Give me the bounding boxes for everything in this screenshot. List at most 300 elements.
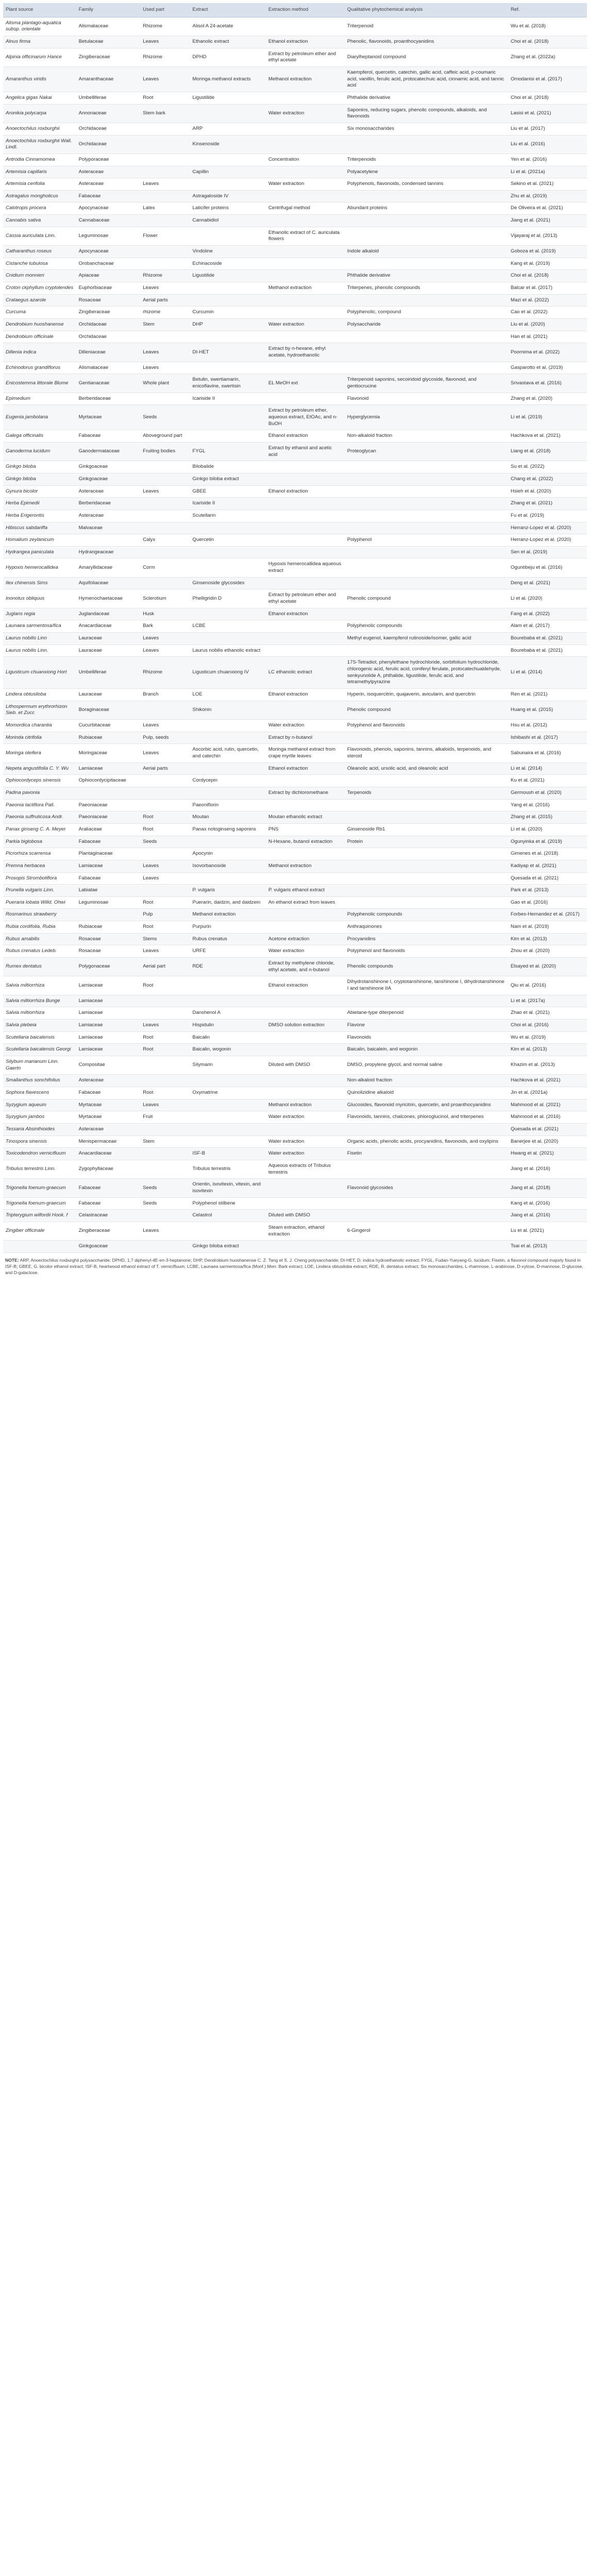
phytochemical-analysis-cell: Hyperin, isoquercitrin, quajaverin, avicularin, and quercitrin — [345, 689, 508, 701]
plant-source-cell: Moringa oleifera — [3, 744, 76, 762]
extraction-method-cell — [266, 546, 345, 558]
used-part-cell — [140, 258, 190, 270]
extraction-method-cell: Centrifugal method — [266, 202, 345, 215]
phytochemical-analysis-cell: Protein — [345, 836, 508, 848]
reference-cell: Han et al. (2021) — [508, 331, 587, 343]
extraction-method-cell — [266, 645, 345, 657]
extract-cell: Ginkgo biloba extract — [190, 1241, 266, 1253]
reference-cell: Germoush et al. (2020) — [508, 787, 587, 799]
used-part-cell: Leaves — [140, 66, 190, 92]
family-cell: Paeoniaceae — [76, 799, 141, 811]
used-part-cell — [140, 246, 190, 258]
family-cell: Lamiaceae — [76, 995, 141, 1007]
family-cell: Zingiberaceae — [76, 1222, 141, 1240]
extraction-method-cell — [266, 522, 345, 534]
table-row — [3, 215, 587, 227]
plant-source-cell: Paeonia lactiflora Pall. — [3, 799, 76, 811]
used-part-cell — [140, 546, 190, 558]
table-row — [3, 258, 587, 270]
used-part-cell: Pulp — [140, 909, 190, 921]
plant-source-cell: Ginkgo biloba — [3, 473, 76, 485]
used-part-cell — [140, 799, 190, 811]
plant-source-cell: Epimedium — [3, 393, 76, 405]
extract-cell: LCBE — [190, 620, 266, 633]
reference-cell: Balcar et al. (2017) — [508, 282, 587, 295]
used-part-cell — [140, 393, 190, 405]
plant-source-cell: Toxicodendron vernicifluum — [3, 1148, 76, 1160]
phytochemical-analysis-cell: Organic acids, phenolic acids, procyanidins, flavonoids, and oxylipins — [345, 1136, 508, 1148]
plant-source-cell: Trigonella foenum-graecum — [3, 1179, 76, 1197]
phytochemical-analysis-cell: Dihydrotanshinone I, cryptotanshinone, tanshinone I, dihydrotanshinone I and tanshinone IIA — [345, 976, 508, 995]
reference-cell: Yen et al. (2016) — [508, 154, 587, 166]
extract-cell: Cannabidiol — [190, 215, 266, 227]
table-row — [3, 104, 587, 123]
phytochemical-analysis-cell: Quinolizidine alkaloid — [345, 1087, 508, 1099]
extraction-method-cell — [266, 498, 345, 510]
used-part-cell: Leaves — [140, 178, 190, 191]
used-part-cell: Leaves — [140, 945, 190, 958]
family-cell: Dilleniaceae — [76, 343, 141, 362]
phytochemical-analysis-cell — [345, 258, 508, 270]
reference-cell: Deng et al. (2021) — [508, 577, 587, 589]
used-part-cell: Root — [140, 823, 190, 836]
extraction-method-cell: Methanol extraction — [266, 860, 345, 872]
family-cell: Hymenochaetaceae — [76, 589, 141, 608]
table-row — [3, 1148, 587, 1160]
phytochemical-analysis-cell: Polysaccharide — [345, 319, 508, 331]
table-row — [3, 762, 587, 775]
extract-cell: ARP — [190, 123, 266, 135]
plant-source-cell: Padina pavonia — [3, 787, 76, 799]
table-row — [3, 307, 587, 319]
plant-source-cell: Curcuma — [3, 307, 76, 319]
phytochemical-analysis-cell: Saponins, reducing sugars, phenolic compounds, alkaloids, and flavonoids — [345, 104, 508, 123]
reference-cell: Zhu et al. (2019) — [508, 190, 587, 202]
plant-source-cell: Sophora flavescens — [3, 1087, 76, 1099]
extraction-method-cell — [266, 510, 345, 522]
table-row — [3, 933, 587, 945]
phytochemical-analysis-cell — [345, 577, 508, 589]
reference-cell: Quesada et al. (2021) — [508, 1123, 587, 1136]
reference-cell: Chang et al. (2022) — [508, 473, 587, 485]
extract-cell: Ascorbic acid, rutin, quercetin, and catechin — [190, 744, 266, 762]
family-cell: Leguminosae — [76, 227, 141, 245]
reference-cell: Li et al. (2014) — [508, 657, 587, 689]
phytochemical-analysis-cell: Triterpenoid — [345, 17, 508, 36]
table-row — [3, 775, 587, 787]
extract-cell: DPHD — [190, 48, 266, 66]
phytochemical-analysis-cell: Triterpenes, phenolic compounds — [345, 282, 508, 295]
column-header: Family — [76, 3, 141, 17]
extraction-method-cell — [266, 331, 345, 343]
extract-cell: Vindoline — [190, 246, 266, 258]
extract-cell: Baicalin — [190, 1031, 266, 1044]
table-row — [3, 343, 587, 362]
plant-source-cell: Antrodia Cinnamomea — [3, 154, 76, 166]
reference-cell: Elsayed et al. (2020) — [508, 958, 587, 976]
used-part-cell — [140, 701, 190, 719]
used-part-cell: Husk — [140, 608, 190, 620]
table-row — [3, 1044, 587, 1056]
phytochemical-analysis-cell — [345, 645, 508, 657]
extract-cell: Danshenol A — [190, 1007, 266, 1020]
family-cell: Amaryllidaceae — [76, 558, 141, 577]
table-row — [3, 331, 587, 343]
extraction-method-cell: P. vulgaris ethanol extract — [266, 885, 345, 897]
extract-cell: Cordycepin — [190, 775, 266, 787]
table-row — [3, 66, 587, 92]
used-part-cell: Leaves — [140, 719, 190, 732]
extract-cell: Isovorbanoside — [190, 860, 266, 872]
plant-source-cell: Alisma plantago-aquatica subsp. orientale — [3, 17, 76, 36]
reference-cell: Yang et al. (2016) — [508, 799, 587, 811]
extract-cell — [190, 762, 266, 775]
family-cell: Amaranthaceae — [76, 66, 141, 92]
table-row — [3, 1111, 587, 1124]
extraction-method-cell — [266, 1087, 345, 1099]
reference-cell: Kadiyap et al. (2021) — [508, 860, 587, 872]
table-row — [3, 620, 587, 633]
extraction-method-cell: Ethanolic extract of C. auriculata flowers — [266, 227, 345, 245]
extraction-method-cell: Extract by petroleum ether and ethyl acetate — [266, 589, 345, 608]
used-part-cell: Latex — [140, 202, 190, 215]
reference-cell: Su et al. (2022) — [508, 461, 587, 473]
plant-source-cell: Anoectochilus roxburghii — [3, 123, 76, 135]
family-cell: Paeoniaceae — [76, 811, 141, 824]
phytochemical-analysis-cell: Phenolic compound — [345, 701, 508, 719]
extract-cell: Betulin, swertiamarin, enicoflavine, swertisin — [190, 374, 266, 393]
plant-source-cell — [3, 1241, 76, 1253]
family-cell: Celastraceae — [76, 1210, 141, 1222]
family-cell: Asteraceae — [76, 510, 141, 522]
table-row — [3, 227, 587, 245]
plant-source-cell: Ophiocordyceps sinensis — [3, 775, 76, 787]
extraction-method-cell: Methanol extraction — [266, 1099, 345, 1111]
extraction-method-cell: Methanol extraction — [266, 282, 345, 295]
family-cell: Orobanchaceae — [76, 258, 141, 270]
extract-cell — [190, 995, 266, 1007]
used-part-cell — [140, 1148, 190, 1160]
extract-cell: Capillin — [190, 166, 266, 178]
reference-cell: Quesada et al. (2021) — [508, 872, 587, 885]
table-row — [3, 719, 587, 732]
extraction-method-cell: Extract by ethanol and acetic acid — [266, 442, 345, 461]
extract-cell: Moringa methanol extracts — [190, 66, 266, 92]
reference-cell: Zhang et al. (2020) — [508, 393, 587, 405]
extraction-method-cell — [266, 270, 345, 282]
family-cell: Malvaceae — [76, 522, 141, 534]
plant-source-cell: Calotropis procera — [3, 202, 76, 215]
phytochemical-analysis-cell — [345, 732, 508, 744]
used-part-cell — [140, 135, 190, 154]
plant-source-cell: Lindera obtusiloba — [3, 689, 76, 701]
plant-source-cell: Trigonella foenum-graecum — [3, 1197, 76, 1210]
extract-cell — [190, 227, 266, 245]
extract-cell: Scutellarin — [190, 510, 266, 522]
table-row — [3, 393, 587, 405]
reference-cell: Herranz-Lopez et al. (2020) — [508, 522, 587, 534]
reference-cell: Khazim et al. (2013) — [508, 1056, 587, 1075]
reference-cell: Hsu et al. (2012) — [508, 719, 587, 732]
extract-cell — [190, 633, 266, 645]
used-part-cell: Aboveground part — [140, 430, 190, 443]
used-part-cell — [140, 1210, 190, 1222]
used-part-cell: Flower — [140, 227, 190, 245]
plant-source-cell: Launaea sarmentosa/fica — [3, 620, 76, 633]
family-cell: Betulaceae — [76, 36, 141, 48]
extraction-method-cell: Steam extraction, ethanol extraction — [266, 1222, 345, 1240]
reference-cell: Park et al. (2013) — [508, 885, 587, 897]
table-row — [3, 558, 587, 577]
table-row — [3, 166, 587, 178]
plant-source-cell: Aronikia polycarpa — [3, 104, 76, 123]
extract-cell: Quercetin — [190, 534, 266, 547]
phytochemical-analysis-cell — [345, 1241, 508, 1253]
plant-source-cell: Inonotus obliquus — [3, 589, 76, 608]
table-row — [3, 405, 587, 430]
table-row — [3, 860, 587, 872]
table-row — [3, 811, 587, 824]
family-cell: Alismataceae — [76, 17, 141, 36]
used-part-cell — [140, 473, 190, 485]
extract-cell — [190, 430, 266, 443]
reference-cell: Kang et al. (2019) — [508, 258, 587, 270]
phytochemical-analysis-cell: Baicalin, baicalein, and wogonin — [345, 1044, 508, 1056]
plant-source-cell: Rubus crenatus Ledeb. — [3, 945, 76, 958]
used-part-cell — [140, 848, 190, 860]
phytochemical-analysis-cell: Diarylheptanoid compound — [345, 48, 508, 66]
plant-source-cell: Hypoxis hemerocallidea — [3, 558, 76, 577]
plant-source-cell: Dillenia indica — [3, 343, 76, 362]
plant-source-cell: Enicostemma littorale Blume — [3, 374, 76, 393]
family-cell: Fabaceae — [76, 872, 141, 885]
used-part-cell: Stem — [140, 1136, 190, 1148]
phytochemical-analysis-cell: DMSO, propylene glycol, and normal saline — [345, 1056, 508, 1075]
used-part-cell — [140, 775, 190, 787]
extraction-method-cell: Concentration — [266, 154, 345, 166]
used-part-cell — [140, 123, 190, 135]
table-row — [3, 1241, 587, 1253]
plant-source-cell: Tinospora sinensis — [3, 1136, 76, 1148]
used-part-cell: Fruit — [140, 1111, 190, 1124]
phytochemical-analysis-cell: Glucosides, flavonoid myricitrin, quercetin, and proanthocyanidins — [345, 1099, 508, 1111]
reference-cell: Mahmood et al. (2021) — [508, 1099, 587, 1111]
footnote-label: NOTE: — [5, 1257, 19, 1263]
phytochemical-analysis-cell: Flavonoids, tannins, chalcones, phloroglucinol, and triterpenes — [345, 1111, 508, 1124]
table-row — [3, 473, 587, 485]
reference-cell: Ogunyinka et al. (2019) — [508, 836, 587, 848]
extract-cell: URFE — [190, 945, 266, 958]
phytochemical-analysis-cell: Proteoglycan — [345, 442, 508, 461]
table-row — [3, 1160, 587, 1178]
extraction-method-cell — [266, 799, 345, 811]
family-cell: Ganodermataceae — [76, 442, 141, 461]
reference-cell: Ren et al. (2021) — [508, 689, 587, 701]
reference-cell: Mahmood et al. (2016) — [508, 1111, 587, 1124]
used-part-cell: Seeds — [140, 1197, 190, 1210]
extract-cell: Ginkgo biloba extract — [190, 473, 266, 485]
plant-source-cell: Smallanthus sonchifolius — [3, 1075, 76, 1087]
phytochemical-analysis-cell: Fisetin — [345, 1148, 508, 1160]
extraction-method-cell — [266, 294, 345, 307]
table-row — [3, 178, 587, 191]
extract-cell: GBEE — [190, 485, 266, 498]
used-part-cell: Leaves — [140, 633, 190, 645]
plant-source-cell: Amaranthus viridis — [3, 66, 76, 92]
family-cell: Lamiaceae — [76, 1020, 141, 1032]
extract-cell: Curcumin — [190, 307, 266, 319]
phytochemical-analysis-cell — [345, 811, 508, 824]
table-row — [3, 154, 587, 166]
extract-cell: Astragaloside IV — [190, 190, 266, 202]
table-row — [3, 442, 587, 461]
used-part-cell — [140, 1007, 190, 1020]
family-cell: Annonaceae — [76, 104, 141, 123]
family-cell — [76, 787, 141, 799]
reference-cell: Gasparotto et al. (2019) — [508, 362, 587, 374]
used-part-cell — [140, 1075, 190, 1087]
reference-cell: Wu et al. (2019) — [508, 1031, 587, 1044]
extraction-method-cell: Ethanol extraction — [266, 485, 345, 498]
used-part-cell: Seeds — [140, 1179, 190, 1197]
extraction-method-cell: Water extraction — [266, 178, 345, 191]
table-row — [3, 787, 587, 799]
table-row — [3, 123, 587, 135]
used-part-cell: Leaves — [140, 362, 190, 374]
family-cell: Juglandaceae — [76, 608, 141, 620]
used-part-cell — [140, 331, 190, 343]
phytochemical-analysis-cell — [345, 775, 508, 787]
phytochemical-analysis-cell — [345, 522, 508, 534]
plant-source-cell: Herba Erigerontis — [3, 510, 76, 522]
reference-cell: Liu et al. (2016) — [508, 135, 587, 154]
extraction-method-cell: Methanol extraction — [266, 66, 345, 92]
extraction-method-cell: N-Hexane, butanol extraction — [266, 836, 345, 848]
reference-cell: Hachkova et al. (2021) — [508, 430, 587, 443]
family-cell: Apiaceae — [76, 270, 141, 282]
extraction-method-cell — [266, 307, 345, 319]
phytochemical-analysis-cell — [345, 608, 508, 620]
used-part-cell: Fruiting bodies — [140, 442, 190, 461]
plant-source-cell: Scutellaria baicalensis — [3, 1031, 76, 1044]
used-part-cell: Root — [140, 1087, 190, 1099]
extract-cell: P. vulgaris — [190, 885, 266, 897]
used-part-cell — [140, 498, 190, 510]
phytochemical-analysis-cell: Polyphenolic compounds — [345, 909, 508, 921]
extract-cell — [190, 1099, 266, 1111]
reference-cell: Choi et al. (2018) — [508, 92, 587, 104]
extraction-method-cell — [266, 123, 345, 135]
phytochemical-analysis-cell: Polyphenols, flavonoids, condensed tannins — [345, 178, 508, 191]
column-header: Plant source — [3, 3, 76, 17]
extraction-method-cell — [266, 166, 345, 178]
used-part-cell: Branch — [140, 689, 190, 701]
used-part-cell — [140, 577, 190, 589]
used-part-cell — [140, 510, 190, 522]
used-part-cell: Root — [140, 1031, 190, 1044]
extract-cell — [190, 1136, 266, 1148]
reference-cell: Hsieh et al. (2020) — [508, 485, 587, 498]
family-cell: Polygonaceae — [76, 958, 141, 976]
used-part-cell — [140, 1056, 190, 1075]
used-part-cell — [140, 522, 190, 534]
plant-source-cell: Silybum marianum Linn. Gaertn — [3, 1056, 76, 1075]
extraction-method-cell — [266, 1075, 345, 1087]
extract-cell: Echinacoside — [190, 258, 266, 270]
page — [0, 0, 590, 1281]
extract-cell — [190, 104, 266, 123]
plant-source-cell: Salvia plebeia — [3, 1020, 76, 1032]
reference-cell: Zhang et al. (2015) — [508, 811, 587, 824]
used-part-cell: Corm — [140, 558, 190, 577]
family-cell: Orchidaceae — [76, 331, 141, 343]
reference-cell: Li et al. (2014) — [508, 762, 587, 775]
header-row — [3, 3, 587, 17]
used-part-cell: Seeds — [140, 836, 190, 848]
reference-cell: Bourebaba et al. (2021) — [508, 645, 587, 657]
plant-source-cell: Echinodorus grandiflorus — [3, 362, 76, 374]
reference-cell: Huang et al. (2015) — [508, 701, 587, 719]
plant-source-cell: Homalium zeylanicum — [3, 534, 76, 547]
reference-cell: Goboza et al. (2019) — [508, 246, 587, 258]
family-cell: Apocynaceae — [76, 246, 141, 258]
table-row — [3, 17, 587, 36]
extraction-method-cell — [266, 246, 345, 258]
phytochemical-analysis-cell — [345, 461, 508, 473]
column-header: Ref. — [508, 3, 587, 17]
extraction-method-cell: Ethanol extraction — [266, 430, 345, 443]
family-cell: Zingiberaceae — [76, 48, 141, 66]
table-row — [3, 823, 587, 836]
used-part-cell: Seeds — [140, 405, 190, 430]
extraction-method-cell — [266, 461, 345, 473]
used-part-cell: Rhizome — [140, 48, 190, 66]
extraction-method-cell — [266, 135, 345, 154]
family-cell: Myrtaceae — [76, 1099, 141, 1111]
extract-cell: Icariside II — [190, 393, 266, 405]
extract-cell — [190, 836, 266, 848]
table-row — [3, 1179, 587, 1197]
phytochemical-analysis-cell — [345, 995, 508, 1007]
phytochemical-analysis-cell: Phthalide derivative — [345, 92, 508, 104]
table-row — [3, 1056, 587, 1075]
table-row — [3, 577, 587, 589]
phytochemical-analysis-cell: Polyphenol — [345, 534, 508, 547]
extract-cell: Puerarin, daidzin, and daidzein — [190, 896, 266, 909]
reference-cell: Liang et al. (2018) — [508, 442, 587, 461]
extract-cell: Polyphenol stilbene — [190, 1197, 266, 1210]
plant-source-cell: Galega officinalis — [3, 430, 76, 443]
family-cell: Plantaginaceae — [76, 848, 141, 860]
reference-cell: Qiu et al. (2016) — [508, 976, 587, 995]
phytochemical-analysis-cell — [345, 546, 508, 558]
family-cell: Rosaceae — [76, 294, 141, 307]
used-part-cell: rhizome — [140, 307, 190, 319]
plant-source-cell: Rumex dentatus — [3, 958, 76, 976]
phytochemical-analysis-cell — [345, 896, 508, 909]
used-part-cell — [140, 885, 190, 897]
plant-source-cell: Ganoderma lucidum — [3, 442, 76, 461]
extraction-method-cell — [266, 620, 345, 633]
extract-cell: Oxymatrine — [190, 1087, 266, 1099]
plant-source-cell: Rubus amabilis — [3, 933, 76, 945]
used-part-cell — [140, 1123, 190, 1136]
plant-source-cell: Alnus firma — [3, 36, 76, 48]
reference-cell: Lu et al. (2021) — [508, 1222, 587, 1240]
plant-source-cell: Dendrobium huoshanense — [3, 319, 76, 331]
used-part-cell: Root — [140, 811, 190, 824]
reference-cell: Kim et al. (2013) — [508, 1044, 587, 1056]
